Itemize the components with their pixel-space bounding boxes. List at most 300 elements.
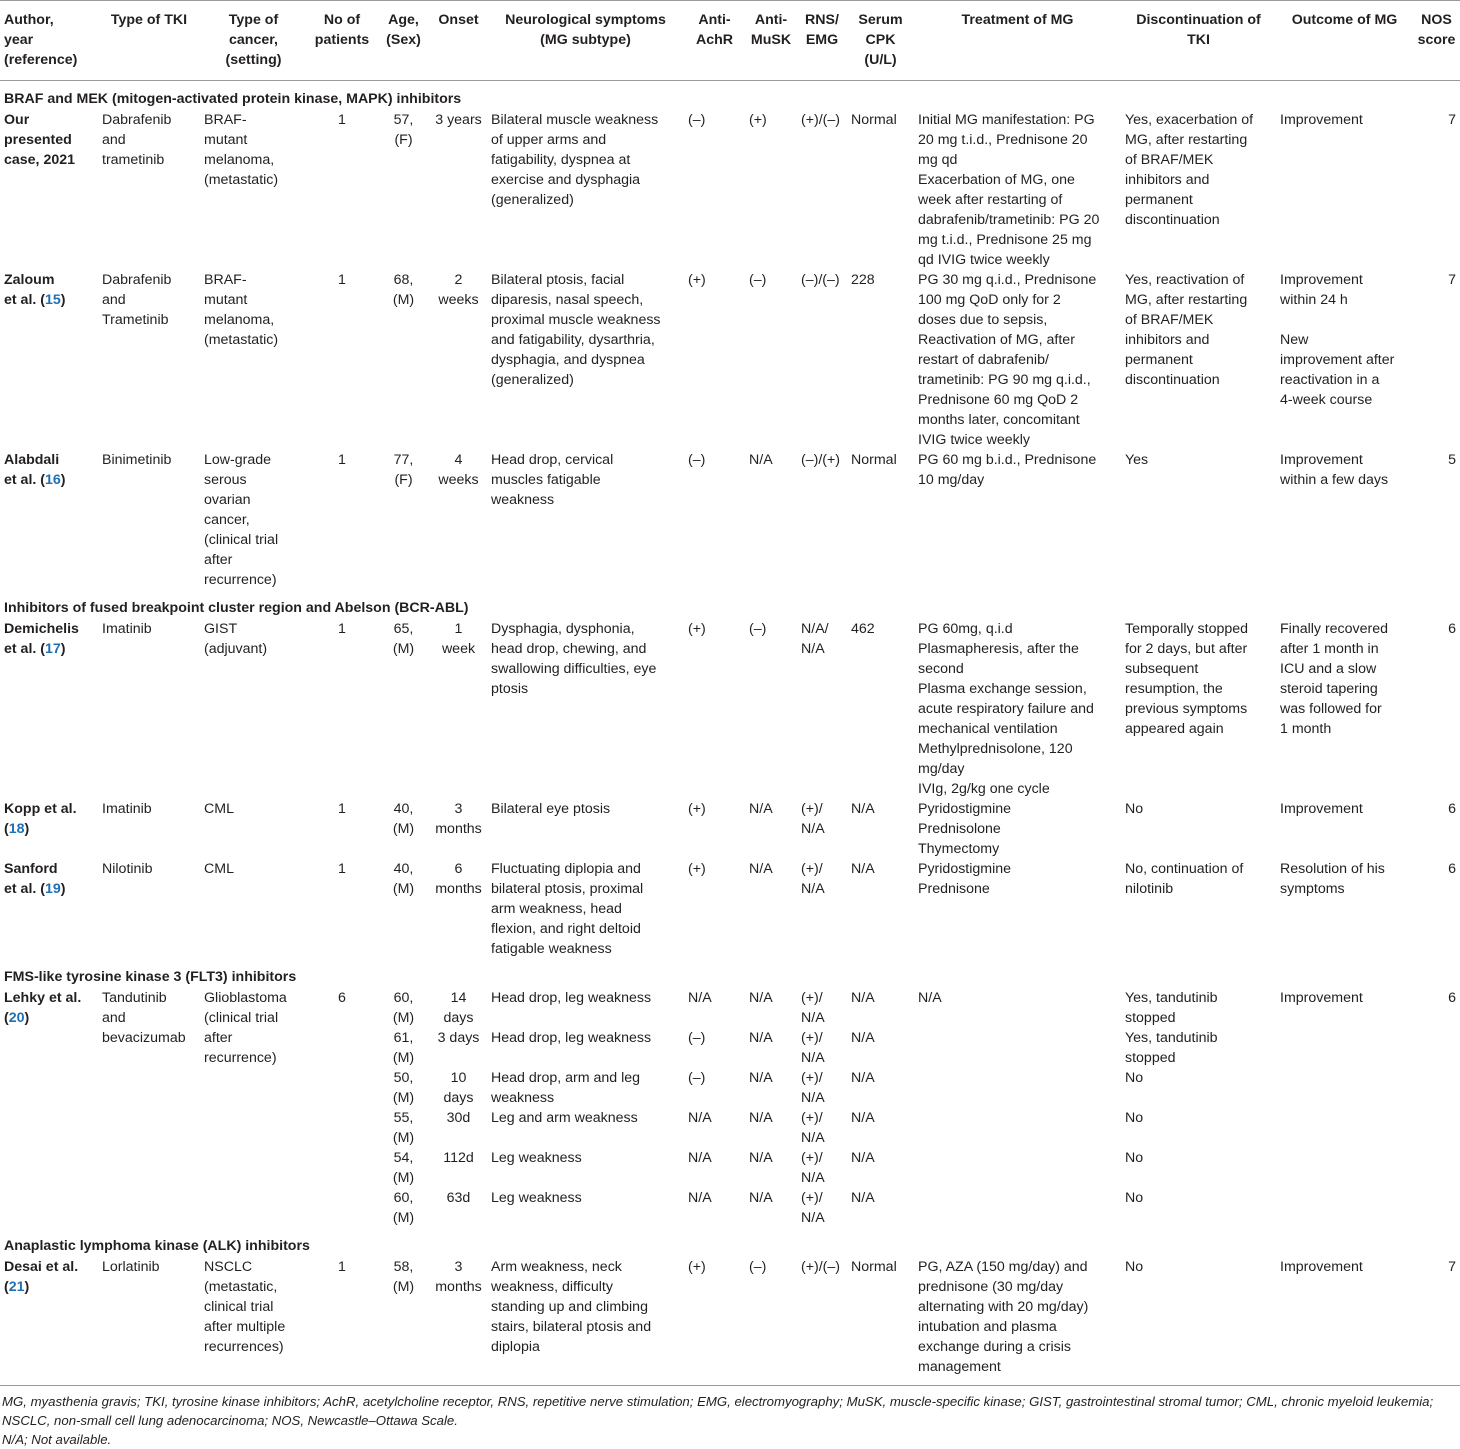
cell-line: arm weakness, head — [491, 901, 622, 917]
cell-line: (reference) — [4, 52, 78, 68]
cell-line: (clinical trial — [204, 1010, 279, 1026]
cell-line: Binimetinib — [102, 452, 172, 468]
cell-symptoms — [487, 1188, 684, 1228]
author-line — [4, 1008, 94, 1028]
cell-onset — [430, 1148, 487, 1188]
author-text: ( — [4, 821, 9, 837]
cell-line: recurrences) — [204, 1339, 284, 1355]
cell-musk: N/A — [749, 1070, 773, 1086]
cell-line: recurrence) — [204, 572, 277, 588]
cell-onset — [430, 1257, 487, 1386]
cell-onset — [430, 859, 487, 959]
cell-line: stairs, bilateral ptosis and — [491, 1319, 652, 1335]
cell-achr: N/A — [688, 1190, 712, 1206]
cell-line: 60, — [393, 990, 414, 1006]
cell-line: PG 60 mg b.i.d., Prednisone — [918, 452, 1097, 468]
cell-line: stopped — [1125, 1050, 1176, 1066]
cell-line: inhibitors and — [1125, 172, 1210, 188]
cell-line: MG, after restarting — [1125, 132, 1248, 148]
cell-line: weakness — [491, 1090, 555, 1106]
author-line — [4, 1257, 94, 1277]
cell-line: IVIG twice weekly — [918, 432, 1030, 448]
cell-line: intubation and plasma — [918, 1319, 1057, 1335]
cell-nos: 7 — [1448, 112, 1456, 128]
cell-line: Arm weakness, neck — [491, 1259, 622, 1275]
table-header — [0, 1, 1460, 81]
header-author — [0, 1, 98, 81]
cell-achr: N/A — [688, 990, 712, 1006]
cell-line: Leg weakness — [491, 1150, 582, 1166]
cell-achr: N/A — [688, 1150, 712, 1166]
cell-line: Lorlatinib — [102, 1259, 160, 1275]
cell-line: N/A — [801, 821, 825, 837]
cell-line: Pyridostigmine — [918, 801, 1012, 817]
cell-symptoms — [487, 619, 684, 799]
author-line — [4, 290, 94, 310]
cell-line: head drop, chewing, and — [491, 641, 647, 657]
cell-line: Yes, tandutinib — [1125, 990, 1218, 1006]
cell-line: Improvement — [1280, 272, 1363, 288]
cell-cpk: N/A — [851, 1190, 875, 1206]
cell-line: Prednisone 60 mg QoD 2 — [918, 392, 1079, 408]
cell-line: (adjuvant) — [204, 641, 268, 657]
cell-line: Head drop, arm and leg — [491, 1070, 641, 1086]
cell-patients: 1 — [338, 272, 346, 288]
header-achr — [684, 1, 745, 81]
cell-onset — [430, 619, 487, 799]
cell-cpk: N/A — [851, 801, 875, 817]
cell-achr: (+) — [688, 272, 706, 288]
cell-line: (F) — [394, 132, 413, 148]
cell-age — [377, 1257, 430, 1386]
cell-line: 4 — [454, 452, 463, 468]
cell-line: doses due to sepsis, — [918, 312, 1048, 328]
cell-outcome — [1276, 1257, 1413, 1386]
cell-line: 14 — [450, 990, 467, 1006]
cell-symptoms — [487, 859, 684, 959]
cell-musk: (–) — [749, 272, 767, 288]
cell-tki — [98, 859, 200, 959]
cell-line: of BRAF/MEK — [1125, 312, 1214, 328]
cell-line: (+)/ — [801, 990, 823, 1006]
cell-line: 10 mg/day — [918, 472, 985, 488]
cell-age — [377, 1148, 430, 1188]
cell-line: Leg and arm weakness — [491, 1110, 638, 1126]
author-text: et al. ( — [4, 881, 45, 897]
cell-line: Type of TKI — [110, 12, 188, 28]
cell-age — [377, 270, 430, 450]
cell-nos: 6 — [1448, 801, 1456, 817]
author-line — [4, 270, 94, 290]
cell-line: days — [443, 1090, 474, 1106]
cell-line: TKI — [1187, 32, 1210, 48]
cell-line: (metastatic) — [204, 332, 279, 348]
header-musk — [745, 1, 797, 81]
cell-line: 3 — [454, 801, 463, 817]
cell-symptoms — [487, 1257, 684, 1386]
cell-line: Treatment of MG — [961, 12, 1074, 28]
section-title: Inhibitors of fused breakpoint cluster region and Abelson (BCR-ABL) — [4, 600, 469, 616]
cell-line: Discontinuation of — [1136, 12, 1261, 28]
author-line — [4, 130, 94, 150]
cell-line: 2 — [454, 272, 463, 288]
cell-line: GIST — [204, 621, 238, 637]
cell-line: prednisone (30 mg/day — [918, 1279, 1064, 1295]
cell-line: No — [1125, 1190, 1144, 1206]
cell-treatment — [914, 110, 1121, 270]
header-nos — [1413, 1, 1460, 81]
cell-musk: N/A — [749, 861, 773, 877]
cell-line: IVIg, 2g/kg one cycle — [918, 781, 1050, 797]
cell-nos: 6 — [1448, 621, 1456, 637]
cell-line: inhibitors and — [1125, 332, 1210, 348]
cell-line: after — [204, 552, 233, 568]
cell-line: months later, concomitant — [918, 412, 1080, 428]
cell-line: Tandutinib — [102, 990, 167, 1006]
author-text: Zaloum — [4, 272, 55, 288]
cell-line: restart of dabrafenib/ — [918, 352, 1049, 368]
cell-nos: 7 — [1413, 1257, 1460, 1386]
cell-line: (+)/ — [801, 1030, 823, 1046]
cell-author — [0, 270, 98, 450]
cell-line: of BRAF/MEK — [1125, 152, 1214, 168]
cell-achr: N/A — [688, 1110, 712, 1126]
cell-nos: 6 — [1448, 990, 1456, 1006]
cell-line: Dabrafenib — [102, 112, 172, 128]
cell-cpk: N/A — [851, 1150, 875, 1166]
cell-line: within 24 h — [1280, 292, 1348, 308]
cell-line: Neurological symptoms — [505, 12, 666, 28]
cell-nos: 6 — [1448, 861, 1456, 877]
cell-line: reactivation in a — [1280, 372, 1380, 388]
cell-line: cancer, — [229, 32, 278, 48]
cell-line: 40, — [393, 861, 414, 877]
cell-line: (M) — [392, 1279, 415, 1295]
cell-cancer — [200, 450, 307, 590]
cell-rns — [797, 1257, 847, 1386]
author-text: Kopp et al. — [4, 801, 77, 817]
cell-line: nilotinib — [1125, 881, 1174, 897]
section-title: Anaplastic lymphoma kinase (ALK) inhibitors — [4, 1238, 310, 1254]
cell-line: BRAF- — [204, 112, 247, 128]
reference-close-paren: ) — [24, 821, 30, 837]
cell-line: EMG — [805, 32, 839, 48]
cell-line: 68, — [393, 272, 414, 288]
section-row — [0, 81, 1460, 111]
reference-close-paren: ) — [60, 881, 66, 897]
section-row — [0, 959, 1460, 988]
cell-line: Type of — [228, 12, 279, 28]
cell-symptoms — [487, 450, 684, 590]
cell-line: 1 month — [1280, 721, 1332, 737]
cell-line: N/A — [801, 881, 825, 897]
author-text: ( — [4, 1010, 9, 1026]
cell-line: (M) — [392, 1130, 415, 1146]
cell-line: Bilateral eye ptosis — [491, 801, 611, 817]
cell-line: (U/L) — [864, 52, 897, 68]
table-footnotes — [0, 1386, 1460, 1449]
cell-rns — [797, 1068, 847, 1108]
cell-line: Nilotinib — [102, 861, 153, 877]
cell-line: 10 — [450, 1070, 467, 1086]
cell-outcome — [1276, 799, 1413, 859]
table-row — [0, 1257, 1460, 1386]
cell-cpk: 228 — [851, 272, 875, 288]
cell-onset — [430, 270, 487, 450]
cell-line: 60, — [393, 1190, 414, 1206]
cell-nos: 5 — [1448, 452, 1456, 468]
cell-line: Fluctuating diplopia and — [491, 861, 641, 877]
reference-link[interactable]: 20 — [8, 1010, 25, 1026]
table-row — [0, 450, 1460, 590]
cell-line: No — [1125, 1150, 1144, 1166]
cell-line: (+)/(–) — [801, 1259, 841, 1275]
cell-line: (M) — [392, 1210, 415, 1226]
cell-line: acute respiratory failure and — [918, 701, 1094, 717]
author-line — [4, 110, 94, 130]
author-line — [4, 819, 94, 839]
cell-line: N/A — [801, 1090, 825, 1106]
cell-line: (F) — [394, 472, 413, 488]
cell-line: mutant — [204, 132, 248, 148]
cell-rns — [797, 450, 847, 590]
cell-discontinuation — [1121, 1028, 1276, 1068]
cell-treatment — [914, 619, 1121, 799]
cell-line: Finally recovered — [1280, 621, 1389, 637]
header-rns — [797, 1, 847, 81]
cell-line: year — [4, 32, 34, 48]
cell-patients: 1 — [338, 452, 346, 468]
cell-line: (+)/ — [801, 861, 823, 877]
cell-patients: 1 — [338, 861, 346, 877]
cell-line: Anti- — [698, 12, 731, 28]
author-text: ( — [4, 1279, 9, 1295]
cell-line: discontinuation — [1125, 212, 1220, 228]
cell-line: melanoma, — [204, 312, 275, 328]
reference-link[interactable]: 17 — [45, 641, 61, 657]
author-text: case, 2021 — [4, 152, 76, 168]
cell-musk: N/A — [749, 990, 773, 1006]
cell-line: MG, after restarting — [1125, 292, 1248, 308]
cell-rns — [797, 1148, 847, 1188]
cell-line: after 1 month in — [1280, 641, 1379, 657]
cell-line: 4-week course — [1280, 392, 1373, 408]
cell-line: Bilateral ptosis, facial — [491, 272, 625, 288]
author-text: Sanford — [4, 861, 58, 877]
cell-line: swallowing difficulties, eye — [491, 661, 657, 677]
cell-rns — [797, 270, 847, 450]
cell-line: Bilateral muscle weakness — [491, 112, 659, 128]
cell-treatment — [914, 270, 1121, 450]
author-line — [4, 619, 94, 639]
cell-line: and — [102, 1010, 126, 1026]
cell-cancer — [200, 799, 307, 859]
cell-line: Plasmapheresis, after the — [918, 641, 1079, 657]
cell-discontinuation — [1121, 110, 1276, 270]
cell-line: (M) — [392, 821, 415, 837]
cell-nos: 7 — [1448, 272, 1456, 288]
cell-discontinuation — [1121, 450, 1276, 590]
cell-line: 6 — [454, 861, 463, 877]
cell-line: (–)/(–) — [801, 272, 840, 288]
reference-link[interactable]: 18 — [8, 821, 25, 837]
cell-line: Exacerbation of MG, one — [918, 172, 1075, 188]
footnote-abbreviations: MG, myasthenia gravis; TKI, tyrosine kinase inhibitors; AchR, acetylcholine receptor, RNS, repetitive nerve stimulation; EMG, electromyography; MuSK, muscle-specific kinase; GIST, gastrointestinal stromal tumor; CML, chronic myeloid leukemia; NSCLC, non-small cell lung adenocarcinoma; NOS, Newcastle–Ottawa Scale. — [2, 1394, 1434, 1428]
cell-achr: (+) — [688, 801, 706, 817]
cell-cpk: Normal — [847, 1257, 914, 1386]
cell-musk: N/A — [749, 1190, 773, 1206]
cell-line: diplopia — [491, 1339, 540, 1355]
cell-tki — [98, 988, 200, 1228]
cell-line: Reactivation of MG, after — [918, 332, 1075, 348]
cell-author — [0, 619, 98, 799]
cell-age — [377, 1188, 430, 1228]
header-symptoms — [487, 1, 684, 81]
cell-author — [0, 110, 98, 270]
reference-link[interactable]: 21 — [8, 1279, 25, 1295]
reference-link[interactable]: 19 — [45, 881, 61, 897]
cell-line: No — [1125, 1259, 1144, 1275]
cell-line: Dabrafenib — [102, 272, 172, 288]
reference-close-paren: ) — [60, 472, 66, 488]
cell-line: (generalized) — [491, 372, 574, 388]
cell-line: No — [1125, 1070, 1144, 1086]
cell-discontinuation — [1121, 619, 1276, 799]
cell-line: mg/day — [918, 761, 965, 777]
author-text: Alabdali — [4, 452, 60, 468]
cell-line: Prednisone — [918, 881, 990, 897]
cell-line: permanent — [1125, 352, 1193, 368]
cell-musk: (+) — [749, 112, 767, 128]
cell-line: ptosis — [491, 681, 529, 697]
cell-line: dysphagia, and dyspnea — [491, 352, 645, 368]
cell-line: (Sex) — [386, 32, 421, 48]
cell-outcome — [1276, 110, 1413, 270]
cell-cpk: N/A — [851, 990, 875, 1006]
cell-line: (M) — [392, 1170, 415, 1186]
cell-line: months — [435, 1279, 482, 1295]
header-row — [0, 1, 1460, 81]
cell-musk: N/A — [749, 1150, 773, 1166]
cell-line: and — [102, 132, 126, 148]
cell-discontinuation — [1121, 1068, 1276, 1108]
cell-tki — [98, 1257, 200, 1386]
header-cancer — [200, 1, 307, 81]
cell-discontinuation — [1121, 799, 1276, 859]
cell-line: Author, — [4, 12, 54, 28]
header-tki — [98, 1, 200, 81]
cell-line: CML — [204, 861, 234, 877]
cell-line: (+)/(–) — [801, 112, 841, 128]
cell-line: 57, — [393, 112, 414, 128]
cell-cpk: N/A — [851, 1070, 875, 1086]
cell-line: melanoma, — [204, 152, 275, 168]
footnote-na: N/A; Not available. — [2, 1432, 112, 1447]
cell-line: N/A/ — [801, 621, 829, 637]
cell-line: subsequent — [1125, 661, 1199, 677]
cell-cancer — [200, 988, 307, 1228]
cell-line: improvement after — [1280, 352, 1395, 368]
cell-rns — [797, 619, 847, 799]
cell-treatment — [914, 859, 1121, 959]
cell-line: Age, — [388, 12, 419, 28]
cell-line: cancer, — [204, 512, 250, 528]
author-line — [4, 470, 94, 490]
cell-line: mechanical ventilation — [918, 721, 1058, 737]
cell-rns — [797, 799, 847, 859]
cell-line: (metastatic) — [204, 172, 279, 188]
cell-line: (M) — [392, 1010, 415, 1026]
cell-line: 3 — [454, 1259, 463, 1275]
cell-achr: (–) — [688, 452, 706, 468]
cell-treatment — [914, 988, 1121, 1228]
cell-line: Improvement — [1280, 112, 1363, 128]
cell-line: NOS — [1421, 12, 1452, 28]
cell-line: (metastatic, — [204, 1279, 278, 1295]
cell-line: of upper arms and — [491, 132, 607, 148]
cell-line: Glioblastoma — [204, 990, 287, 1006]
author-text: et al. ( — [4, 641, 45, 657]
cell-cpk: 462 — [851, 621, 875, 637]
cell-cancer — [200, 619, 307, 799]
cell-line: appeared again — [1125, 721, 1224, 737]
cell-line: after — [204, 1030, 233, 1046]
cell-line: diparesis, nasal speech, — [491, 292, 644, 308]
cell-line: Methylprednisolone, 120 — [918, 741, 1073, 757]
cell-line: (setting) — [225, 52, 282, 68]
cell-line: 30d — [446, 1110, 471, 1126]
reference-link[interactable]: 15 — [45, 292, 61, 308]
cell-line: Yes, exacerbation of — [1125, 112, 1254, 128]
cell-line: weakness, difficulty — [491, 1279, 613, 1295]
cell-line: (M) — [392, 641, 415, 657]
cell-symptoms — [487, 1108, 684, 1148]
cell-line: months — [435, 881, 482, 897]
cell-discontinuation — [1121, 1257, 1276, 1386]
reference-close-paren: ) — [24, 1010, 30, 1026]
cell-line: recurrence) — [204, 1050, 277, 1066]
cell-line: standing up and climbing — [491, 1299, 648, 1315]
cell-symptoms — [487, 270, 684, 450]
header-onset — [430, 1, 487, 81]
cell-onset — [430, 1188, 487, 1228]
cell-line: symptoms — [1280, 881, 1345, 897]
author-line — [4, 859, 94, 879]
cell-line: 77, — [393, 452, 414, 468]
cell-line: steroid tapering — [1280, 681, 1378, 697]
reference-link[interactable]: 16 — [45, 472, 61, 488]
table-row — [0, 619, 1460, 799]
cell-treatment — [914, 450, 1121, 590]
cell-line: Serum — [858, 12, 903, 28]
cell-line: (+)/ — [801, 1110, 823, 1126]
cell-line: Imatinib — [102, 621, 152, 637]
cell-discontinuation — [1121, 270, 1276, 450]
cell-line: Resolution of his — [1280, 861, 1385, 877]
cell-cpk: N/A — [851, 1030, 875, 1046]
cell-line: Outcome of MG — [1291, 12, 1398, 28]
table-row — [0, 799, 1460, 859]
cell-author — [0, 988, 98, 1228]
cell-line: exercise and dysphagia — [491, 172, 641, 188]
cell-cancer — [200, 1257, 307, 1386]
table-body — [0, 81, 1460, 1386]
cell-rns — [797, 1028, 847, 1068]
cell-patients: 1 — [338, 801, 346, 817]
cell-line: 61, — [393, 1030, 414, 1046]
cell-line: N/A — [801, 1170, 825, 1186]
cell-line: after multiple — [204, 1319, 286, 1335]
